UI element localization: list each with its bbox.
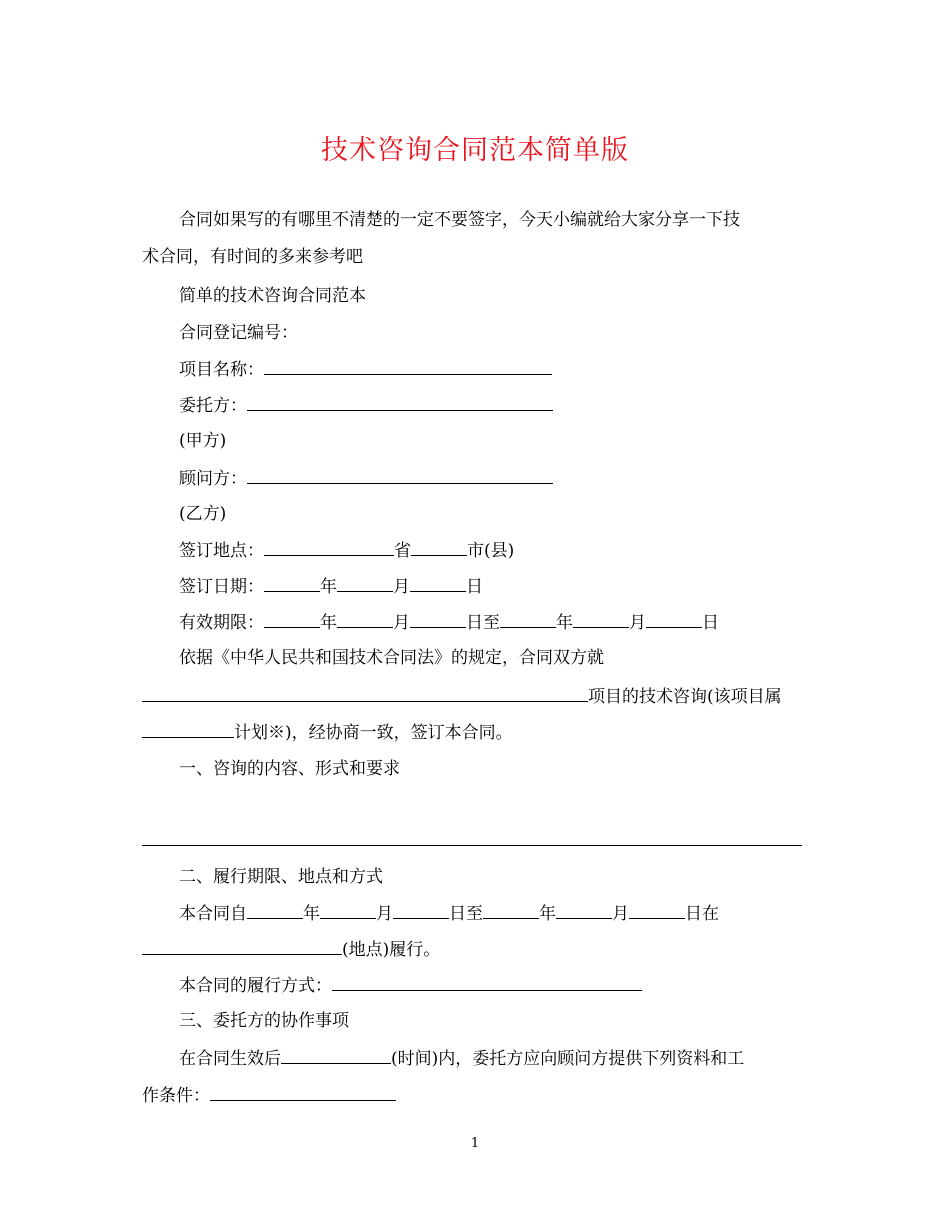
section-2-heading: 二、履行期限、地点和方式 — [179, 867, 383, 887]
time-blank[interactable] — [281, 1046, 391, 1064]
city-blank[interactable] — [411, 538, 467, 556]
method-blank[interactable] — [332, 973, 642, 991]
client-label: 委托方： — [179, 396, 247, 416]
sign-place-label: 签订地点： — [179, 541, 264, 561]
consultant-blank[interactable] — [247, 466, 553, 484]
work-conditions-blank[interactable] — [210, 1083, 396, 1101]
sign-year-blank[interactable] — [264, 574, 320, 592]
validity-row — [179, 610, 719, 635]
project-name-label: 项目名称： — [179, 360, 264, 380]
valid-to-month-blank[interactable] — [573, 610, 629, 628]
validity-label: 有效期限： — [179, 613, 264, 633]
sign-date-label: 签订日期： — [179, 577, 264, 597]
year-label: 年 — [539, 904, 556, 924]
perf-from-day-blank[interactable] — [393, 901, 449, 919]
perf-from-year-blank[interactable] — [247, 901, 303, 919]
client-row — [179, 393, 553, 418]
work-conditions-label: 作条件： — [142, 1086, 210, 1106]
valid-from-month-blank[interactable] — [337, 610, 393, 628]
basis-line-1: 依据《中华人民共和国技术合同法》的规定，合同双方就 — [179, 648, 604, 668]
cooperation-start-text: 在合同生效后 — [179, 1049, 281, 1069]
month-label: 月 — [612, 904, 629, 924]
subtitle: 简单的技术咨询合同范本 — [179, 286, 366, 306]
reg-no-label: 合同登记编号： — [179, 323, 298, 343]
cooperation-line-2 — [142, 1083, 396, 1108]
day-label: 日 — [466, 577, 483, 597]
project-name-row — [179, 357, 552, 382]
performance-place-row — [142, 937, 440, 962]
performance-in-label: 日在 — [685, 904, 719, 924]
place-blank[interactable] — [142, 937, 342, 955]
project-name-blank[interactable] — [264, 357, 552, 375]
year-label: 年 — [556, 613, 573, 633]
basis-line-3 — [142, 720, 513, 745]
month-label: 月 — [393, 577, 410, 597]
performance-method-label: 本合同的履行方式： — [179, 976, 332, 996]
section-3-heading: 三、委托方的协作事项 — [179, 1011, 349, 1031]
day-to-label: 日至 — [449, 904, 483, 924]
intro-line-1: 合同如果写的有哪里不清楚的一定不要签字，今天小编就给大家分享一下技 — [179, 210, 740, 230]
day-label: 日 — [702, 613, 719, 633]
valid-to-year-blank[interactable] — [500, 610, 556, 628]
party-a-label: (甲方) — [179, 431, 227, 451]
document-title: 技术咨询合同范本简单版 — [321, 135, 629, 166]
client-blank[interactable] — [247, 393, 553, 411]
project-blank[interactable] — [142, 684, 588, 702]
performance-period-row — [179, 901, 719, 926]
sign-month-blank[interactable] — [337, 574, 393, 592]
year-label: 年 — [320, 577, 337, 597]
province-blank[interactable] — [264, 538, 394, 556]
valid-from-year-blank[interactable] — [264, 610, 320, 628]
year-label: 年 — [320, 613, 337, 633]
city-label: 市(县) — [467, 541, 515, 561]
sign-date-row — [179, 574, 483, 599]
perf-from-month-blank[interactable] — [320, 901, 376, 919]
basis-line-2 — [142, 684, 782, 709]
section-1-heading: 一、咨询的内容、形式和要求 — [179, 759, 400, 779]
consultant-row — [179, 466, 553, 491]
month-label: 月 — [629, 613, 646, 633]
perf-to-day-blank[interactable] — [629, 901, 685, 919]
party-b-label: (乙方) — [179, 504, 227, 524]
page-number: 1 — [470, 1136, 480, 1151]
year-label: 年 — [303, 904, 320, 924]
sign-day-blank[interactable] — [410, 574, 466, 592]
performance-from-label: 本合同自 — [179, 904, 247, 924]
province-label: 省 — [394, 541, 411, 561]
intro-line-2: 术合同，有时间的多来参考吧 — [142, 247, 363, 267]
basis-line-2-text: 项目的技术咨询(该项目属 — [588, 687, 782, 707]
cooperation-line-1 — [179, 1046, 744, 1071]
plan-blank[interactable] — [142, 720, 234, 738]
valid-from-day-blank[interactable] — [410, 610, 466, 628]
valid-to-day-blank[interactable] — [646, 610, 702, 628]
content-blank-line[interactable] — [142, 845, 802, 846]
day-to-label: 日至 — [466, 613, 500, 633]
performance-method-row — [179, 973, 642, 998]
perf-to-month-blank[interactable] — [556, 901, 612, 919]
cooperation-end-text: (时间)内，委托方应向顾问方提供下列资料和工 — [391, 1049, 745, 1069]
sign-place-row — [179, 538, 514, 563]
basis-line-3-text: 计划※)，经协商一致，签订本合同。 — [234, 723, 513, 743]
consultant-label: 顾问方： — [179, 469, 247, 489]
performance-place-text: (地点)履行。 — [342, 940, 441, 960]
month-label: 月 — [376, 904, 393, 924]
perf-to-year-blank[interactable] — [483, 901, 539, 919]
month-label: 月 — [393, 613, 410, 633]
